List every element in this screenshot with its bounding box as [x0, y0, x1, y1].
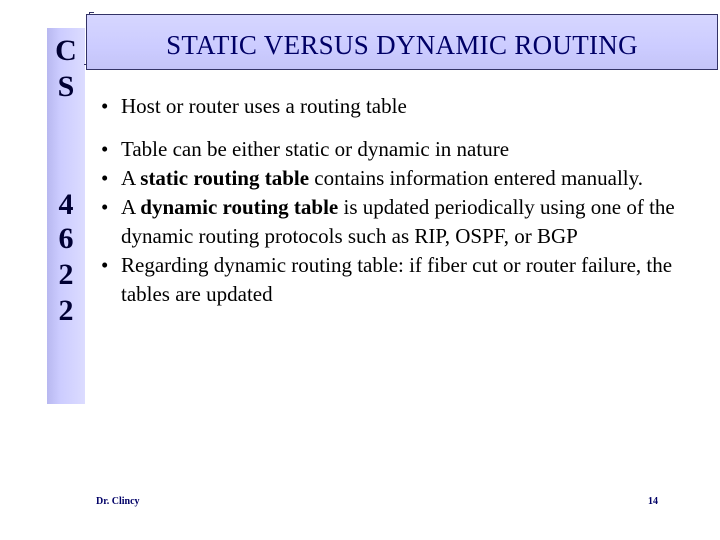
- course-code-digit: 2: [58, 294, 74, 327]
- bullet-dot: •: [101, 195, 109, 219]
- bullet-text-segment: Host or router uses a routing table: [121, 94, 407, 118]
- bullet-text: [121, 94, 407, 118]
- bullet-dot: •: [101, 166, 109, 190]
- bullet-item: [101, 193, 701, 251]
- bullet-text-emphasis: dynamic routing table: [140, 195, 339, 219]
- course-code-digit: 4: [58, 188, 74, 221]
- bullet-item: [101, 135, 701, 164]
- course-code-digit: 2: [58, 258, 74, 291]
- bullet-text: [121, 195, 675, 248]
- page-number: 14: [648, 496, 658, 507]
- bullet-text-segment: is updated periodically using one of the dynamic routing protocols such as RIP, OSPF, or BGP: [121, 195, 675, 248]
- footer-author: Dr. Clincy: [96, 496, 140, 507]
- bullet-text-segment: Table can be either static or dynamic in nature: [121, 137, 510, 161]
- course-code-digit: 6: [58, 222, 74, 255]
- bullet-text-segment: A: [121, 166, 141, 190]
- bullet-text-segment: contains information entered manually.: [309, 166, 643, 190]
- bullet-text: [121, 253, 672, 306]
- title-banner: [86, 14, 718, 70]
- course-code-letter: C: [55, 34, 77, 67]
- bullet-dot: •: [101, 94, 109, 118]
- course-code-letter: S: [57, 70, 75, 103]
- bullet-item: [101, 164, 701, 193]
- bullet-text-segment: Regarding dynamic routing table: if fiber cut or router failure, the tables are updated: [121, 253, 673, 306]
- bullet-text: [121, 137, 509, 161]
- bullet-text-emphasis: static routing table: [140, 166, 310, 190]
- course-code-bar: [47, 28, 85, 404]
- bullet-item: [101, 251, 701, 309]
- bullet-list: [101, 92, 701, 309]
- bullet-dot: •: [101, 253, 109, 277]
- bullet-text-segment: A: [121, 195, 141, 219]
- bullet-item: [101, 92, 701, 121]
- bullet-dot: •: [101, 137, 109, 161]
- slide-title: STATIC VERSUS DYNAMIC ROUTING: [166, 30, 638, 60]
- bullet-text: [121, 166, 643, 190]
